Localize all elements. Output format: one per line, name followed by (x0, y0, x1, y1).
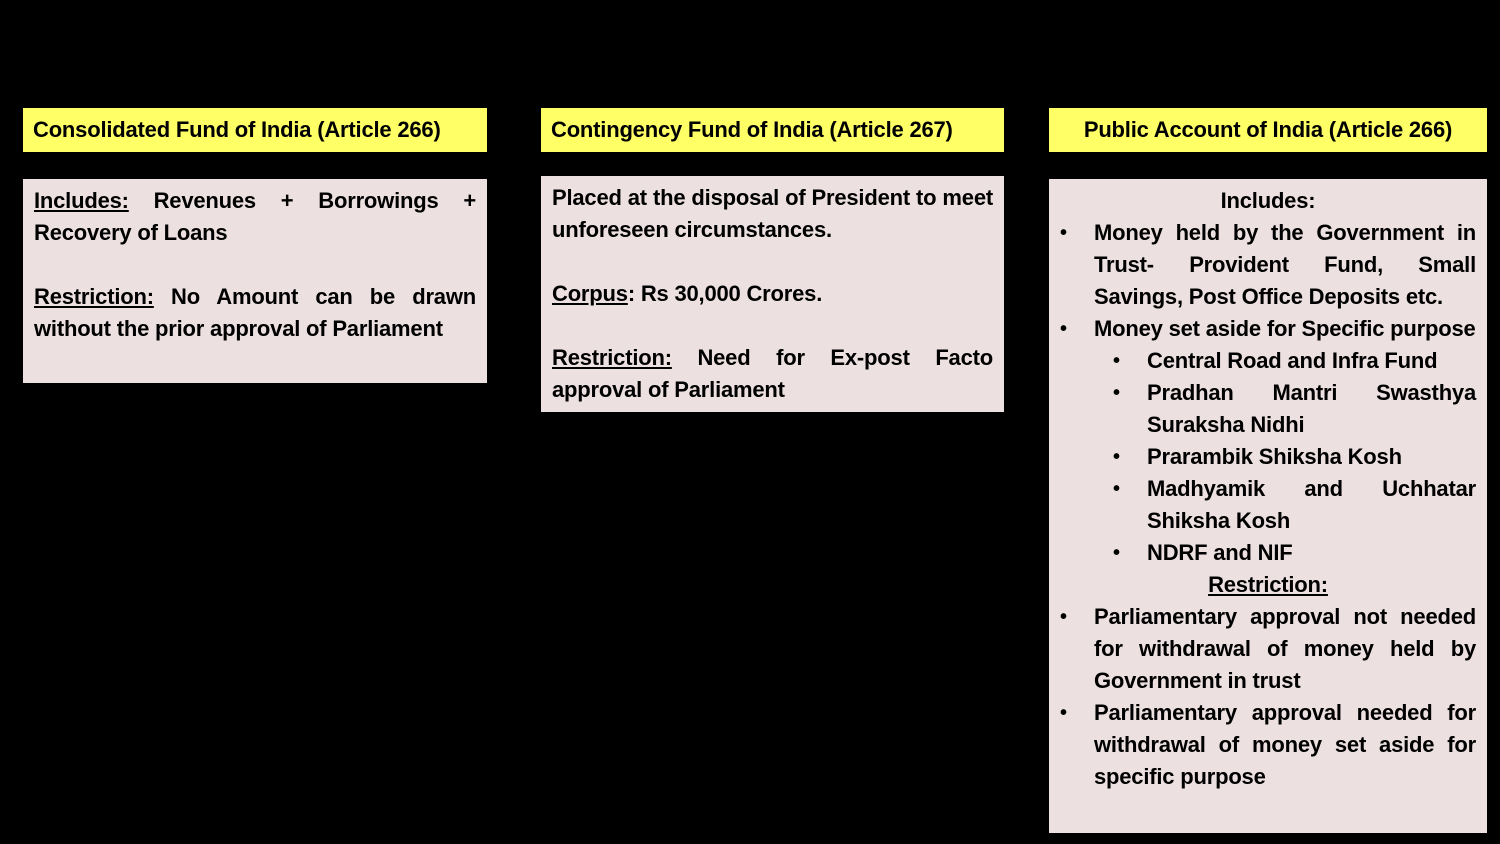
contingency-corpus (552, 278, 993, 310)
public-account-body (1049, 179, 1487, 833)
sub-list-item (1060, 473, 1476, 537)
list-item (1060, 313, 1476, 345)
contingency-description: Placed at the disposal of President to meet unforeseen circumstances. (552, 185, 993, 242)
list-item-text: Money set aside for Specific purpose (1094, 316, 1476, 341)
sub-list-item (1060, 537, 1476, 569)
corpus-label: Corpus (552, 281, 628, 306)
bullet-icon: • (1113, 446, 1120, 468)
list-item (1060, 697, 1476, 793)
public-includes-label: Includes: (1220, 188, 1316, 213)
restriction-text: Need for Ex-post Facto approval of Parliament (552, 345, 993, 402)
includes-label: Includes: (34, 188, 129, 213)
public-account-header: Public Account of India (Article 266) (1049, 108, 1487, 152)
sub-list-item-text: NDRF and NIF (1147, 540, 1293, 565)
bullet-icon: • (1060, 702, 1067, 724)
list-item-text: Parliamentary approval needed for withdrawal of money set aside for specific purpose (1094, 700, 1476, 789)
sub-list-item-text: Prarambik Shiksha Kosh (1147, 444, 1402, 469)
contingency-fund-body (541, 176, 1004, 412)
restriction-label: Restriction: (1208, 572, 1328, 597)
sub-list-item (1060, 441, 1476, 473)
bullet-icon: • (1113, 350, 1120, 372)
list-item-text: Money held by the Government in Trust- Provident Fund, Small Savings, Post Office Deposits etc. (1094, 220, 1476, 309)
public-sub-list (1060, 345, 1476, 569)
consolidated-includes (34, 185, 476, 249)
public-restriction-label (1060, 569, 1476, 601)
restriction-label: Restriction: (552, 345, 672, 370)
consolidated-fund-header: Consolidated Fund of India (Article 266) (23, 108, 487, 152)
bullet-icon: • (1113, 382, 1120, 404)
bullet-icon: • (1060, 222, 1067, 244)
consolidated-fund-body (23, 179, 487, 383)
includes-text: Revenues + Borrowings + Recovery of Loans (34, 188, 476, 245)
sub-list-item (1060, 377, 1476, 441)
bullet-icon: • (1113, 542, 1120, 564)
sub-list-item (1060, 345, 1476, 377)
contingency-fund-header: Contingency Fund of India (Article 267) (541, 108, 1004, 152)
list-item (1060, 217, 1476, 313)
public-includes-list (1060, 217, 1476, 345)
restriction-text: No Amount can be drawn without the prior approval of Parliament (34, 284, 476, 341)
sub-list-item-text: Pradhan Mantri Swasthya Suraksha Nidhi (1147, 380, 1476, 437)
corpus-text: : Rs 30,000 Crores. (627, 281, 823, 306)
bullet-icon: • (1060, 606, 1067, 628)
bullet-icon: • (1060, 318, 1067, 340)
public-restriction-list (1060, 601, 1476, 793)
sub-list-item-text: Central Road and Infra Fund (1147, 348, 1438, 373)
sub-list-item-text: Madhyamik and Uchhatar Shiksha Kosh (1147, 476, 1476, 533)
restriction-label: Restriction: (34, 284, 154, 309)
consolidated-restriction (34, 281, 476, 345)
contingency-restriction (552, 342, 993, 406)
list-item-text: Parliamentary approval not needed for withdrawal of money held by Government in trust (1094, 604, 1476, 693)
bullet-icon: • (1113, 478, 1120, 500)
list-item (1060, 601, 1476, 697)
